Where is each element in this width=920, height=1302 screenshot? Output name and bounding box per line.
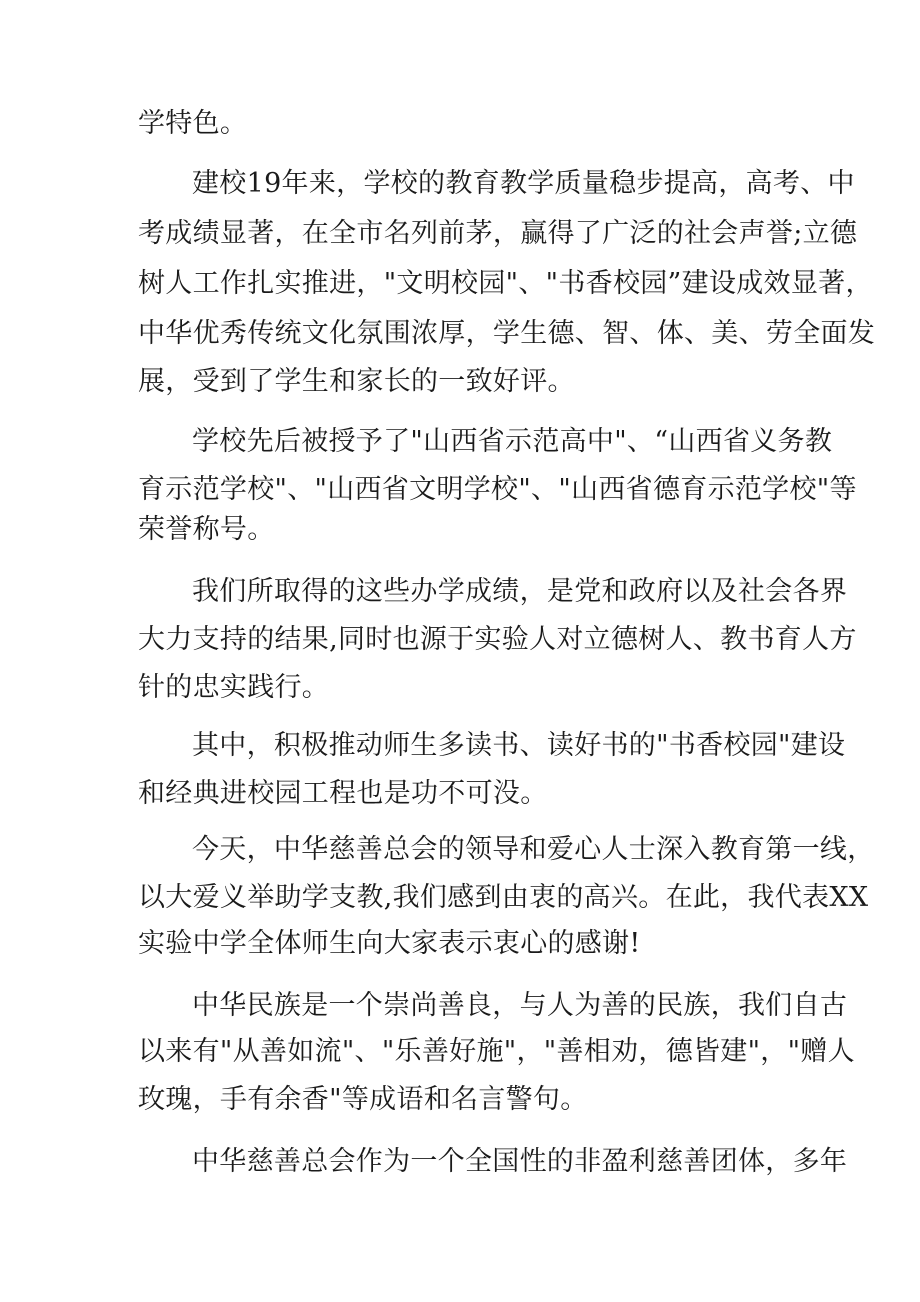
text-line: 中华民族是一个崇尚善良，与人为善的民族，我们自古 — [192, 990, 848, 1021]
text-line: 建校19年来，学校的教育教学质量稳步提高，高考、中 — [192, 168, 855, 199]
text-line: 树人工作扎实推进，"文明校园"、"书香校园”建设成效显著， — [138, 268, 873, 299]
text-line: 大力支持的结果,同时也源于实验人对立德树人、教书育人方 — [138, 624, 857, 655]
text-line: 学校先后被授予了"山西省示范高中"、“山西省义务教 — [192, 426, 833, 457]
text-line: 中华优秀传统文化氛围浓厚，学生德、智、体、美、劳全面发 — [138, 318, 876, 349]
text-line: 荣誉称号。 — [138, 514, 275, 545]
text-line: 和经典进校园工程也是功不可没。 — [138, 778, 548, 809]
text-line: 其中，积极推动师生多读书、读好书的"书香校园"建设 — [192, 730, 846, 761]
text-line: 以大爱义举助学支教,我们感到由衷的高兴。在此，我代表XX — [138, 882, 869, 913]
text-line: 中华慈善总会作为一个全国性的非盈利慈善团体，多年 — [192, 1146, 848, 1177]
text-line: 针的忠实践行。 — [138, 672, 330, 703]
text-line: 玫瑰，手有余香"等成语和名言警句。 — [138, 1084, 588, 1115]
text-line: 育示范学校"、"山西省文明学校"、"山西省德育示范学校"等 — [138, 474, 857, 505]
text-line: 实验中学全体师生向大家表示衷心的感谢! — [138, 928, 641, 959]
text-line: 今天，中华慈善总会的领导和爱心人士深入教育第一线， — [192, 834, 875, 865]
text-line: 展，受到了学生和家长的一致好评。 — [138, 366, 575, 397]
text-line: 考成绩显著，在全市名列前茅，赢得了广泛的社会声誉;立德 — [138, 218, 858, 249]
text-line: 我们所取得的这些办学成绩，是党和政府以及社会各界 — [192, 576, 848, 607]
text-line: 学特色。 — [138, 108, 248, 139]
text-line: 以来有"从善如流"、"乐善好施"，"善相劝，德皆建"，"赠人 — [138, 1036, 855, 1067]
